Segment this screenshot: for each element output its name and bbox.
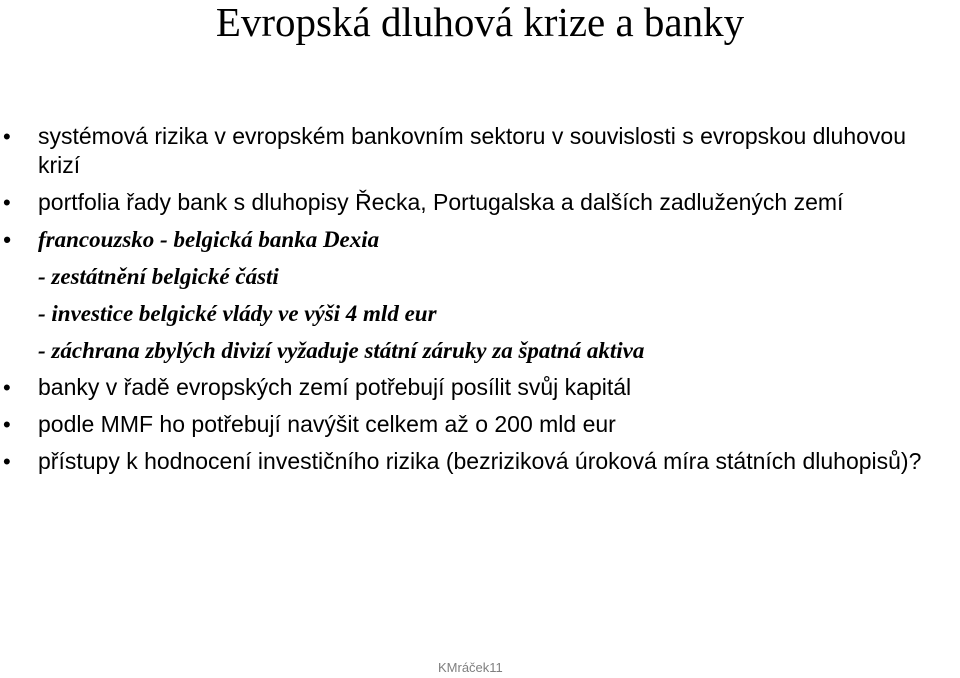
slide-title: Evropská dluhová krize a banky	[215, 0, 745, 45]
bullet-text: portfolia řady bank s dluhopisy Řecka, Portugalska a dalších zadlužených zemí	[38, 189, 844, 215]
bullet-icon: •	[3, 449, 11, 474]
bullet-icon: •	[3, 124, 11, 149]
bullet-icon: •	[3, 227, 11, 252]
sub-item	[0, 262, 960, 291]
bullet-text: přístupy k hodnocení investičního rizika (bezriziková úroková míra státních dluhopisů)?	[38, 448, 922, 474]
bullet-item	[0, 410, 960, 439]
sub-item	[0, 299, 960, 328]
bullet-item	[0, 122, 960, 180]
bullet-text: banky v řadě evropských zemí potřebují posílit svůj kapitál	[38, 374, 632, 400]
bullet-item	[0, 373, 960, 402]
bullet-icon: •	[3, 190, 11, 215]
bullet-icon: •	[3, 412, 11, 437]
sub-item	[0, 336, 960, 365]
bullet-icon: •	[3, 375, 11, 400]
sub-item-text: - zestátnění belgické části	[38, 264, 279, 289]
bullet-item	[0, 188, 960, 217]
bullet-text: francouzsko - belgická banka Dexia	[38, 227, 380, 252]
bullet-text: systémová rizika v evropském bankovním sektoru v souvislosti s evropskou dluhovou krizí	[38, 123, 906, 178]
bullet-list	[0, 122, 960, 476]
sub-item-text: - záchrana zbylých divizí vyžaduje státní záruky za špatná aktiva	[38, 338, 645, 363]
bullet-item	[0, 225, 960, 254]
bullet-item	[0, 447, 960, 476]
footer-label: KMráček11	[438, 660, 503, 675]
bullet-text: podle MMF ho potřebují navýšit celkem až o 200 mld eur	[38, 411, 616, 437]
sub-item-text: - investice belgické vlády ve výši 4 mld eur	[38, 301, 437, 326]
